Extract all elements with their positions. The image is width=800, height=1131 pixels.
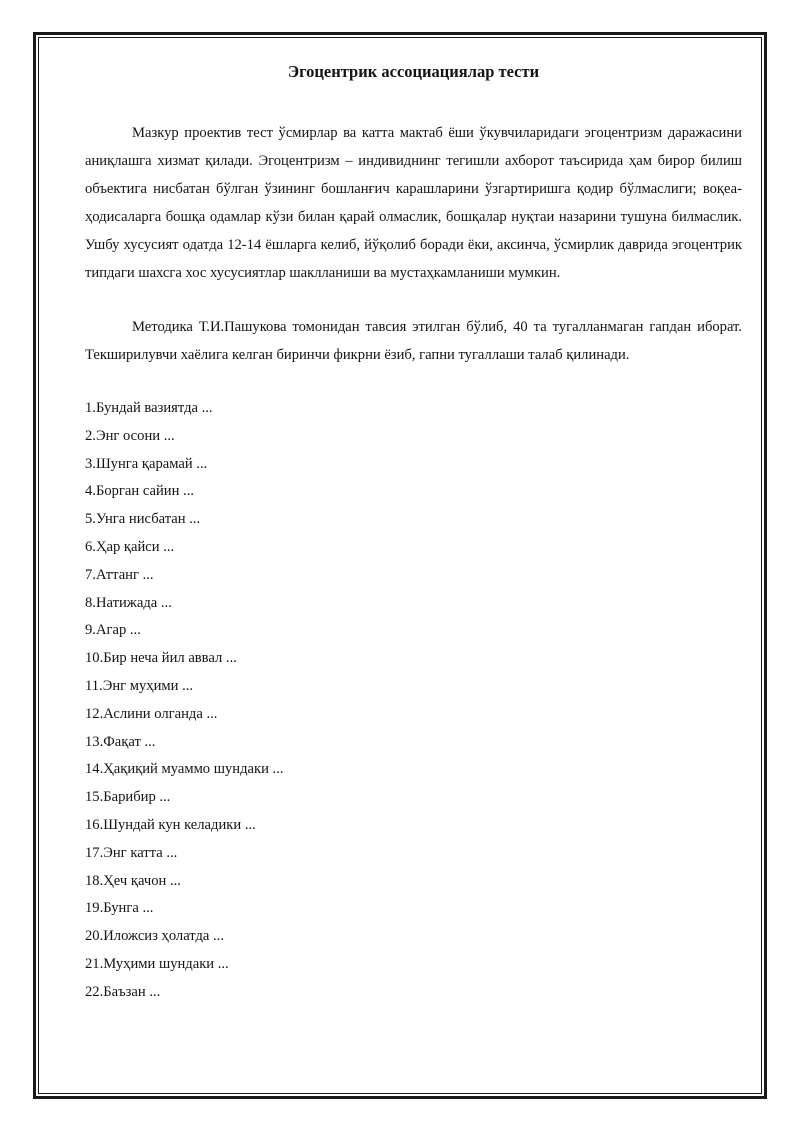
document-title: Эгоцентрик ассоциациялар тести bbox=[287, 62, 540, 81]
list-item: 7.Аттанг ... bbox=[85, 566, 154, 583]
list-item: 13.Фақат ... bbox=[85, 733, 156, 750]
list-item: 2.Энг осони ... bbox=[85, 427, 175, 444]
method-paragraph: Методика Т.И.Пашукова томонидан тавсия этилган бўлиб, 40 та тугалланмаган гапдан иборат. Текширилувчи хаёлига келган биринчи фикрни ёзиб, гапни тугаллаши талаб қилинади. bbox=[85, 319, 742, 363]
list-item: 10.Бир неча йил аввал ... bbox=[85, 650, 237, 667]
list-item: 22.Баъзан ... bbox=[85, 983, 161, 1000]
list-item: 3.Шунга қарамай ... bbox=[85, 455, 208, 472]
document-body bbox=[85, 58, 742, 1007]
list-item: 21.Муҳими шундаки ... bbox=[85, 955, 229, 972]
list-item: 6.Ҳар қайси ... bbox=[85, 538, 175, 555]
list-item: 16.Шундай кун келадики ... bbox=[85, 816, 256, 833]
list-item: 19.Бунга ... bbox=[85, 900, 154, 917]
list-item: 1.Бундай вазиятда ... bbox=[85, 400, 213, 416]
list-item: 12.Аслини олганда ... bbox=[85, 705, 218, 722]
list-item: 20.Иложсиз ҳолатда ... bbox=[85, 928, 224, 945]
list-item: 4.Борган сайин ... bbox=[85, 483, 194, 500]
list-item: 17.Энг катта ... bbox=[85, 844, 178, 861]
list-item: 14.Ҳақиқий муаммо шундаки ... bbox=[85, 761, 284, 778]
list-item: 8.Натижада ... bbox=[85, 594, 172, 611]
list-item: 11.Энг муҳими ... bbox=[85, 677, 194, 694]
list-item: 15.Барибир ... bbox=[85, 789, 171, 806]
list-item: 18.Ҳеч қачон ... bbox=[85, 872, 181, 889]
list-item: 9.Агар ... bbox=[85, 622, 141, 639]
test-items-list bbox=[85, 395, 742, 1007]
list-item: 5.Унга нисбатан ... bbox=[85, 511, 201, 528]
intro-paragraph: Мазкур проектив тест ўсмирлар ва катта мактаб ёши ўкувчиларидаги эгоцентризм даражасини аниқлашга хизмат қилади. Эгоцентризм – индивиднинг тегишли ахборот таъсирида ҳам бирор билиш объектига нисбатан бўлган ўзининг бошланғич карашларини ўзгартиришга қодир бўлмаслиги; воқеа-ҳодисаларга бошқа одамлар кўзи билан қарай олмаслик, бошқалар нуқтаи назарини тушуна билмаслик. Ушбу хусусият одатда 12-14 ёшларга келиб, йўқолиб боради ёки, аксинча, ўсмирлик даврида эгоцентрик типдаги шахсга хос хусусиятлар шаклланиши ва мустаҳкамланиши мумкин. bbox=[85, 125, 742, 281]
